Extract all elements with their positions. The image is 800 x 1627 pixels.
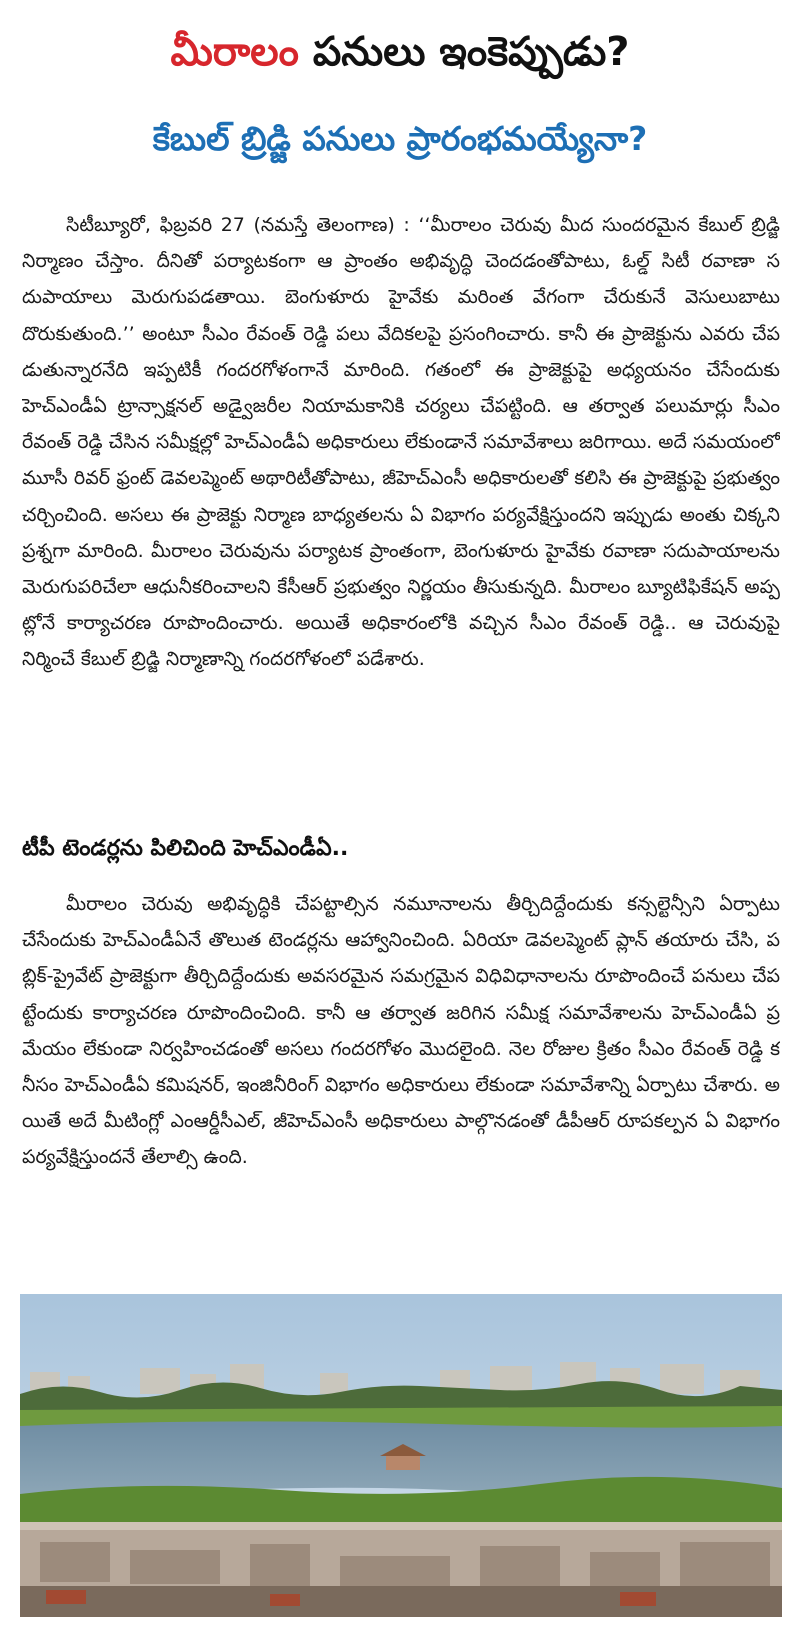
subheadline: కేబుల్ బ్రిడ్జి పనులు ప్రారంభమయ్యేనా? (152, 119, 648, 158)
headline-highlight: మీరాలం (170, 29, 299, 75)
headline (0, 26, 800, 78)
section-heading: టీపీ టెండర్లను పిలిచింది హెచ్ఎండీఏ.. (22, 836, 349, 861)
lake-photo (20, 1294, 782, 1617)
headline-text: పనులు ఇంకెప్పుడు? (298, 29, 630, 75)
article-paragraph-2: మీరాలం చెరువు అభివృద్ధికి చేపట్టాల్సిన నమూనాలను తీర్చిదిద్దేందుకు కన్సల్టెన్సీని ఏర్పాటు చేసేందుకు హెచ్ఎండీఏనే తొలుత టెండర్లను ఆహ్వానించింది. ఏరియా డెవలప్మెంట్ ప్లాన్ తయారు చేసి, పబ్లిక్-ప్రైవేట్ ప్రాజెక్టుగా తీర్చిదిద్దేందుకు అవసరమైన సమగ్రమైన విధివిధానాలను రూపొందించే పనులు చేపట్టేందుకు కార్యాచరణ రూపొందించింది. కానీ ఆ తర్వాత జరిగిన సమీక్ష సమావేశాలను హెచ్ఎండీఏ ప్రమేయం లేకుండా నిర్వహించడంతో అసలు గందరగోళం మొదలైంది. నెల రోజుల క్రితం సీఎం రేవంత్ రెడ్డి కనీసం హెచ్ఎండీఏ కమిషనర్, ఇంజినీరింగ్ విభాగం అధికారులు లేకుండా సమావేశాన్ని ఏర్పాటు చేశారు. అయితే అదే మీటింగ్లో ఎంఆర్డీసీఎల్, జీహెచ్ఎంసీ అధికారులు పాల్గొనడంతో డీపీఆర్ రూపకల్పన ఏ విభాగం పర్యవేక్షిస్తుందనే తేలాల్సి ఉంది. (22, 893, 780, 1169)
article-paragraph-1: సిటీబ్యూరో, ఫిబ్రవరి 27 (నమస్తే తెలంగాణ) : ‘‘మీరాలం చెరువు మీద సుందరమైన కేబుల్ బ్రిడ్జి నిర్మాణం చేస్తాం. దీనితో పర్యాటకంగా ఆ ప్రాంతం అభివృద్ధి చెందడంతోపాటు, ఓల్డ్ సిటీ రవాణా సదుపాయాలు మెరుగుపడతాయి. బెంగుళూరు హైవేకు మరింత వేగంగా చేరుకునే వెసులుబాటు దొరుకుతుంది.’’ అంటూ సీఎం రేవంత్ రెడ్డి పలు వేదికలపై ప్రసంగించారు. కానీ ఈ ప్రాజెక్టును ఎవరు చేపడుతున్నారనేది ఇప్పటికీ గందరగోళంగానే మారింది. గతంలో ఈ ప్రాజెక్టుపై అధ్యయనం చేసేందుకు హెచ్ఎండీఏ ట్రాన్సాక్షనల్ అడ్వైజరీల నియామకానికి చర్యలు చేపట్టింది. ఆ తర్వాత పలుమార్లు సీఎం రేవంత్ రెడ్డి చేసిన సమీక్షల్లో హెచ్ఎండీఏ అధికారులు లేకుండానే సమావేశాలు జరిగాయి. అదే సమయంలో మూసీ రివర్ ఫ్రంట్ డెవలప్మెంట్ అథారిటీతోపాటు, జీహెచ్ఎంసీ అధికారులతో కలిసి ఈ ప్రాజెక్టుపై ప్రభుత్వం చర్చించింది. అసలు ఈ ప్రాజెక్టు నిర్మాణ బాధ్యతలను ఏ విభాగం పర్యవేక్షిస్తుందని ఇప్పుడు అంతు చిక్కని ప్రశ్నగా మారింది. మీరాలం చెరువును పర్యాటక ప్రాంతంగా, బెంగుళూరు హైవేకు రవాణా సదుపాయాలను మెరుగుపరిచేలా ఆధునీకరించాలని కేసీఆర్ ప్రభుత్వం నిర్ణయం తీసుకున్నది. మీరాలం బ్యూటిఫికేషన్ అప్పట్లోనే కార్యాచరణ రూపొందించారు. అయితే అధికారంలోకి వచ్చిన సీఎం రేవంత్ రెడ్డి.. ఆ చెరువుపై నిర్మించే కేబుల్ బ్రిడ్జి నిర్మాణాన్ని గందరగోళంలో పడేశారు. (22, 214, 780, 671)
